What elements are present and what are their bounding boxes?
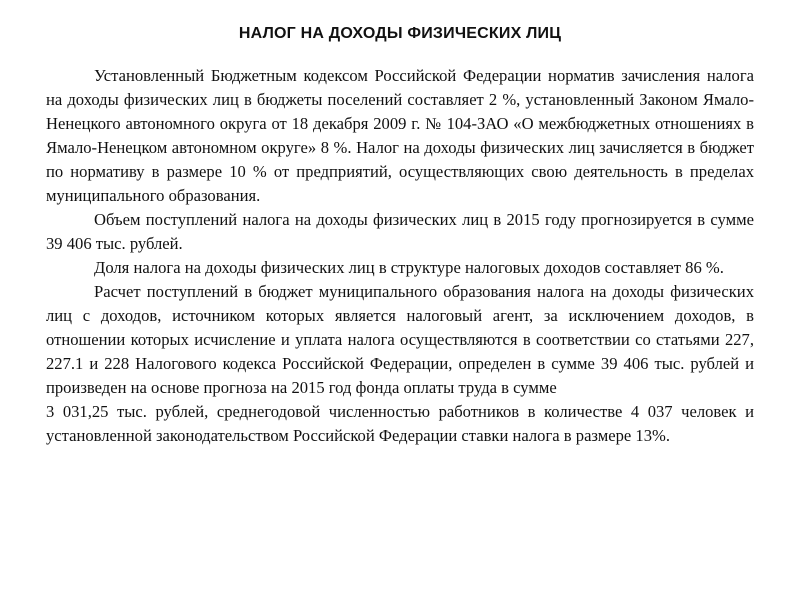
paragraph-calculation: Расчет поступлений в бюджет муниципального образования налога на доходы физических лиц с доходов, источником которых является налоговый агент, за исключением доходов, в отношении которых исчисление и уплата налога осуществляются в соответствии со статьями 227, 227.1 и 228 Налогового кодекса Российской Федерации, определен в сумме 39 406 тыс. рублей и произведен на основе прогноза на 2015 год фонда оплаты труда в сумме <box>46 282 754 397</box>
document-title: НАЛОГ НА ДОХОДЫ ФИЗИЧЕСКИХ ЛИЦ <box>238 25 562 42</box>
paragraph-tax-share: Доля налога на доходы физических лиц в структуре налоговых доходов составляет 86 %. <box>94 258 724 277</box>
document-page <box>46 24 754 448</box>
paragraph-revenue-forecast: Объем поступлений налога на доходы физических лиц в 2015 году прогнозируется в сумме 39 406 тыс. рублей. <box>46 210 754 253</box>
paragraph-calculation-continued: 3 031,25 тыс. рублей, среднегодовой численностью работников в количестве 4 037 человек и установленной законодательством Российской Федерации ставки налога в размере 13%. <box>46 402 754 445</box>
paragraph-norms: Установленный Бюджетным кодексом Российской Федерации норматив зачисления налога на доходы физических лиц в бюджеты поселений составляет 2 %, установленный Законом Ямало-Ненецкого автономного округа от 18 декабря 2009 г. № 104-ЗАО «О межбюджетных отношениях в Ямало-Ненецком автономном округе» 8 %. Налог на доходы физических лиц зачисляется в бюджет по нормативу в размере 10 % от предприятий, осуществляющих свою деятельность в пределах муниципального образования. <box>46 66 754 205</box>
